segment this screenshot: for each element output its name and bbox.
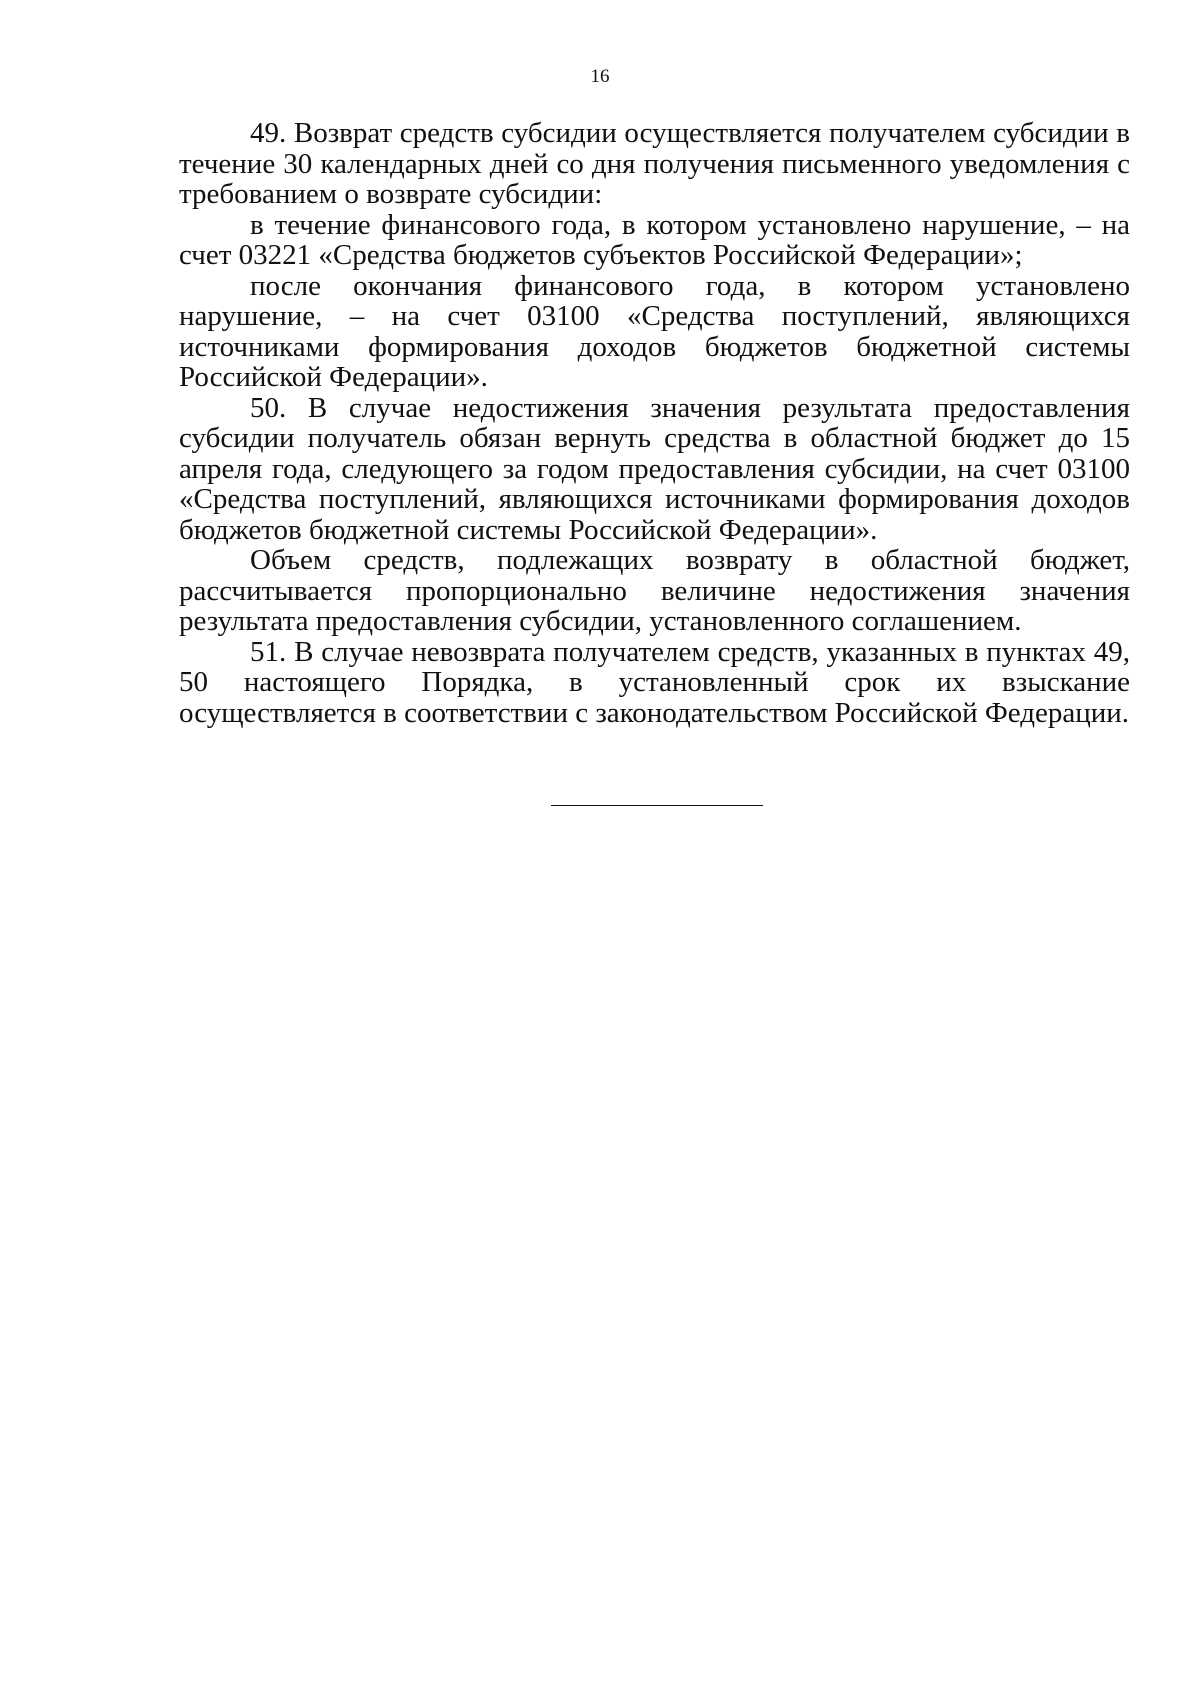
paragraph-51: 51. В случае невозврата получателем средств, указанных в пунктах 49, 50 настоящего Порядка, в установленный срок их взыскание осуществляется в соответствии с законодательством Российской Федерации. bbox=[179, 635, 1130, 729]
paragraph-49-option-within-year: в течение финансового года, в котором установлено нарушение, – на счет 03221 «Средства бюджетов субъектов Российской Федерации»; bbox=[179, 208, 1130, 271]
paragraph-49: 49. Возврат средств субсидии осуществляется получателем субсидии в течение 30 календарных дней со дня получения письменного уведомления с требованием о возврате субсидии: bbox=[179, 117, 1130, 210]
end-of-document-rule bbox=[551, 805, 763, 806]
paragraph-49-option-after-year: после окончания финансового года, в котором установлено нарушение, – на счет 03100 «Средства поступлений, являющихся источниками формирования доходов бюджетов бюджетной системы Российской Федерации». bbox=[179, 269, 1130, 393]
paragraph-50-volume: Объем средств, подлежащих возврату в областной бюджет, рассчитывается пропорционально величине недостижения значения результата предоставления субсидии, установленного соглашением. bbox=[179, 544, 1130, 637]
paragraph-50: 50. В случае недостижения значения результата предоставления субсидии получатель обязан вернуть средства в областной бюджет до 15 апреля года, следующего за годом предоставления субсидии, на счет 03100 «Средства поступлений, являющихся источниками формирования доходов бюджетов бюджетной системы Российской Федерации». bbox=[179, 391, 1130, 546]
document-body bbox=[179, 118, 1130, 728]
page-number: 16 bbox=[590, 66, 610, 87]
